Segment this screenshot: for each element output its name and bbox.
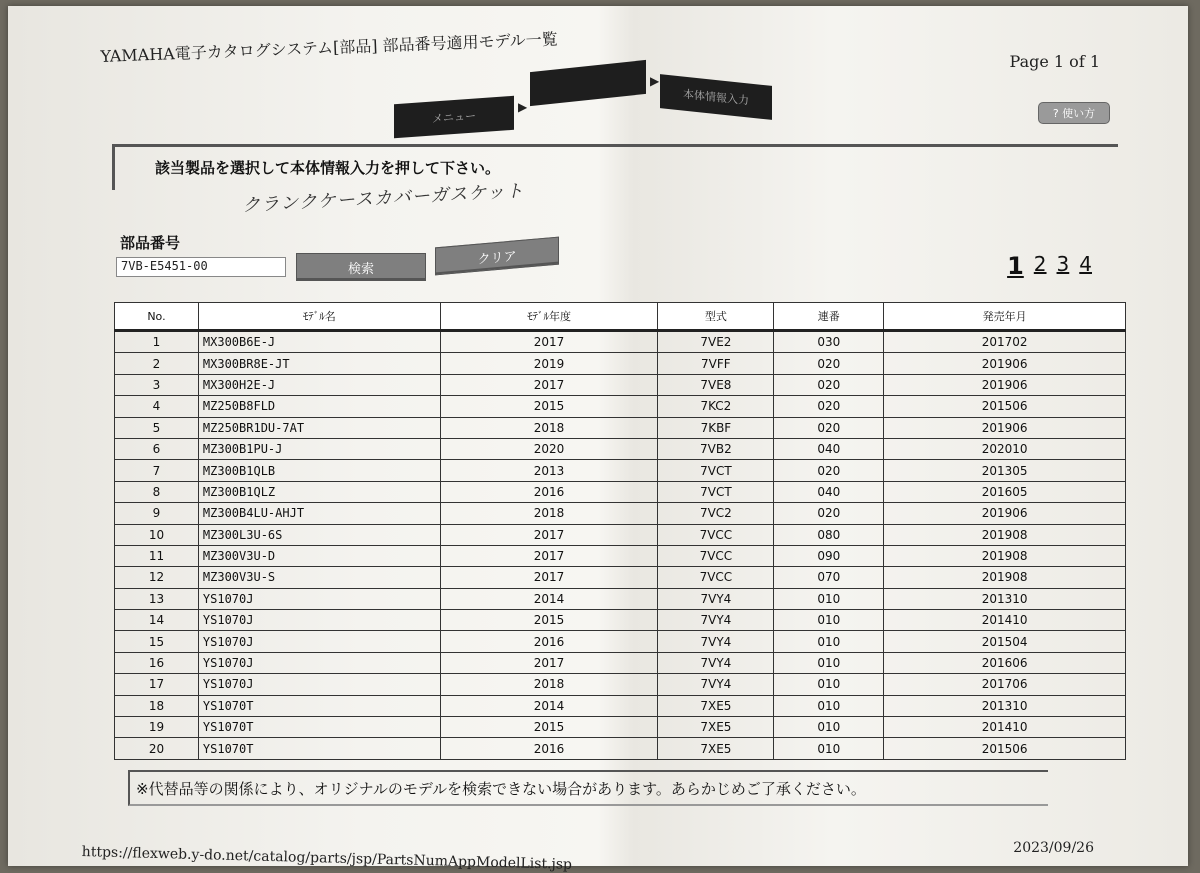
cell-serial: 020 xyxy=(774,503,884,524)
cell-model-year: 2019 xyxy=(440,353,658,374)
cell-no: 2 xyxy=(115,353,199,374)
cell-no: 5 xyxy=(115,417,199,438)
part-number-input[interactable]: 7VB-E5451-00 xyxy=(116,257,286,277)
cell-type: 7KBF xyxy=(658,417,774,438)
cell-release-date: 201906 xyxy=(884,353,1126,374)
column-header-no: No. xyxy=(115,303,199,331)
cell-model-name[interactable]: YS1070J xyxy=(198,652,440,673)
step-arrow-icon: ▶ xyxy=(650,74,660,88)
cell-model-name[interactable]: YS1070J xyxy=(198,631,440,652)
cell-no: 8 xyxy=(115,481,199,502)
cell-serial: 010 xyxy=(774,717,884,738)
cell-model-name[interactable]: MZ250BR1DU-7AT xyxy=(198,417,440,438)
cell-model-name[interactable]: MZ300V3U-D xyxy=(198,545,440,566)
cell-model-name[interactable]: MZ300V3U-S xyxy=(198,567,440,588)
cell-no: 13 xyxy=(115,588,199,609)
cell-type: 7VY4 xyxy=(658,588,774,609)
cell-serial: 010 xyxy=(774,631,884,652)
cell-release-date: 201906 xyxy=(884,374,1126,395)
cell-model-year: 2017 xyxy=(440,374,658,395)
cell-model-name[interactable]: MZ300L3U-6S xyxy=(198,524,440,545)
cell-type: 7VB2 xyxy=(658,438,774,459)
table-row[interactable] xyxy=(115,738,1126,759)
table-row[interactable] xyxy=(115,353,1126,374)
cell-type: 7KC2 xyxy=(658,396,774,417)
cell-release-date: 201908 xyxy=(884,567,1126,588)
cell-model-year: 2018 xyxy=(440,503,658,524)
step-2[interactable] xyxy=(530,60,646,106)
cell-no: 4 xyxy=(115,396,199,417)
table-row[interactable] xyxy=(115,588,1126,609)
cell-release-date: 201908 xyxy=(884,545,1126,566)
cell-type: 7VE8 xyxy=(658,374,774,395)
handwritten-note: クランクケースカバーガスケット xyxy=(241,180,525,217)
search-button[interactable]: 検索 xyxy=(296,253,426,281)
cell-model-year: 2016 xyxy=(440,481,658,502)
cell-release-date: 201906 xyxy=(884,503,1126,524)
cell-serial: 020 xyxy=(774,374,884,395)
column-header-serial: 連番 xyxy=(774,303,884,331)
cell-serial: 010 xyxy=(774,610,884,631)
cell-model-year: 2015 xyxy=(440,717,658,738)
cell-model-year: 2016 xyxy=(440,631,658,652)
cell-no: 1 xyxy=(115,331,199,353)
cell-type: 7VY4 xyxy=(658,674,774,695)
cell-release-date: 201506 xyxy=(884,738,1126,759)
page-link-4[interactable]: 4 xyxy=(1079,252,1092,276)
cell-serial: 020 xyxy=(774,417,884,438)
cell-release-date: 201606 xyxy=(884,652,1126,673)
column-header-type: 型式 xyxy=(658,303,774,331)
cell-release-date: 201410 xyxy=(884,717,1126,738)
table-row[interactable] xyxy=(115,631,1126,652)
table-row[interactable] xyxy=(115,567,1126,588)
footer-note: ※代替品等の関係により、オリジナルのモデルを検索できない場合があります。あらかじめご了承ください。 xyxy=(128,770,1048,806)
cell-model-name[interactable]: YS1070T xyxy=(198,695,440,716)
cell-no: 12 xyxy=(115,567,199,588)
cell-model-name[interactable]: MZ300B1QLB xyxy=(198,460,440,481)
cell-serial: 010 xyxy=(774,674,884,695)
table-row[interactable] xyxy=(115,331,1126,353)
cell-no: 20 xyxy=(115,738,199,759)
cell-release-date: 201504 xyxy=(884,631,1126,652)
step-arrow-icon: ▶ xyxy=(518,100,528,114)
cell-model-year: 2017 xyxy=(440,567,658,588)
cell-model-name[interactable]: YS1070J xyxy=(198,588,440,609)
cell-model-name[interactable]: YS1070J xyxy=(198,610,440,631)
cell-model-year: 2020 xyxy=(440,438,658,459)
cell-serial: 030 xyxy=(774,331,884,353)
cell-no: 9 xyxy=(115,503,199,524)
cell-model-year: 2017 xyxy=(440,652,658,673)
page-link-1[interactable]: 1 xyxy=(1007,252,1024,280)
table-header-row xyxy=(115,303,1126,331)
instruction-banner: 該当製品を選択して本体情報入力を押して下さい。 xyxy=(112,144,1118,190)
cell-serial: 020 xyxy=(774,353,884,374)
cell-no: 3 xyxy=(115,374,199,395)
printed-page xyxy=(8,6,1188,873)
clear-button[interactable]: クリア xyxy=(435,237,559,276)
cell-type: 7VY4 xyxy=(658,610,774,631)
cell-type: 7VCC xyxy=(658,524,774,545)
cell-model-name[interactable]: YS1070T xyxy=(198,717,440,738)
cell-release-date: 201410 xyxy=(884,610,1126,631)
table-row[interactable] xyxy=(115,481,1126,502)
cell-release-date: 201908 xyxy=(884,524,1126,545)
table-row[interactable] xyxy=(115,652,1126,673)
table-row[interactable] xyxy=(115,717,1126,738)
model-table xyxy=(114,302,1126,766)
cell-no: 19 xyxy=(115,717,199,738)
cell-serial: 020 xyxy=(774,396,884,417)
cell-serial: 010 xyxy=(774,695,884,716)
cell-model-year: 2017 xyxy=(440,545,658,566)
page-link-2[interactable]: 2 xyxy=(1033,252,1047,276)
part-number-label: 部品番号 xyxy=(120,234,181,252)
cell-no: 14 xyxy=(115,610,199,631)
cell-serial: 080 xyxy=(774,524,884,545)
cell-serial: 040 xyxy=(774,481,884,502)
cell-serial: 070 xyxy=(774,567,884,588)
column-header-model-year: ﾓﾃﾞﾙ年度 xyxy=(440,303,658,331)
cell-model-year: 2015 xyxy=(440,396,658,417)
cell-release-date: 202010 xyxy=(884,438,1126,459)
cell-release-date: 201305 xyxy=(884,460,1126,481)
cell-type: 7XE5 xyxy=(658,717,774,738)
cell-model-year: 2018 xyxy=(440,674,658,695)
cell-model-year: 2018 xyxy=(440,417,658,438)
table-row[interactable] xyxy=(115,460,1126,481)
cell-serial: 010 xyxy=(774,738,884,759)
cell-type: 7XE5 xyxy=(658,695,774,716)
page-header-title: YAMAHA電子カタログシステム[部品] 部品番号適用モデル一覧 xyxy=(100,29,559,66)
cell-no: 6 xyxy=(115,438,199,459)
cell-serial: 040 xyxy=(774,438,884,459)
cell-serial: 090 xyxy=(774,545,884,566)
table-row[interactable] xyxy=(115,396,1126,417)
cell-release-date: 201506 xyxy=(884,396,1126,417)
cell-no: 10 xyxy=(115,524,199,545)
cell-release-date: 201310 xyxy=(884,588,1126,609)
cell-release-date: 201702 xyxy=(884,331,1126,353)
cell-no: 17 xyxy=(115,674,199,695)
table-row[interactable] xyxy=(115,374,1126,395)
help-button[interactable]: ? 使い方 xyxy=(1038,102,1110,124)
cell-model-year: 2015 xyxy=(440,610,658,631)
cell-release-date: 201605 xyxy=(884,481,1126,502)
cell-type: 7VCT xyxy=(658,481,774,502)
cell-type: 7VY4 xyxy=(658,631,774,652)
cell-model-year: 2016 xyxy=(440,738,658,759)
cell-no: 7 xyxy=(115,460,199,481)
table-row[interactable] xyxy=(115,545,1126,566)
cell-no: 11 xyxy=(115,545,199,566)
cell-type: 7VCC xyxy=(658,567,774,588)
page-number: Page 1 of 1 xyxy=(1009,52,1100,71)
cell-type: 7VFF xyxy=(658,353,774,374)
cell-model-year: 2017 xyxy=(440,331,658,353)
column-header-release-date: 発売年月 xyxy=(884,303,1126,331)
table-row[interactable] xyxy=(115,695,1126,716)
cell-serial: 020 xyxy=(774,460,884,481)
cell-model-name[interactable]: YS1070T xyxy=(198,738,440,759)
table-row[interactable] xyxy=(115,417,1126,438)
table-row[interactable] xyxy=(115,438,1126,459)
cell-model-name[interactable]: MZ300B4LU-AHJT xyxy=(198,503,440,524)
page-url: https://flexweb.y-do.net/catalog/parts/jsp/PartsNumAppModelList.jsp xyxy=(81,844,573,873)
cell-model-year: 2014 xyxy=(440,588,658,609)
cell-type: 7VE2 xyxy=(658,331,774,353)
cell-no: 16 xyxy=(115,652,199,673)
table-row[interactable] xyxy=(115,503,1126,524)
step-navigation xyxy=(394,56,774,136)
cell-model-name[interactable]: YS1070J xyxy=(198,674,440,695)
cell-type: 7XE5 xyxy=(658,738,774,759)
step-body-info-input[interactable]: 本体情報入力 xyxy=(660,74,772,120)
table-row[interactable] xyxy=(115,674,1126,695)
pagination xyxy=(1007,252,1092,280)
cell-no: 18 xyxy=(115,695,199,716)
cell-serial: 010 xyxy=(774,652,884,673)
cell-model-name[interactable]: MZ250B8FLD xyxy=(198,396,440,417)
cell-no: 15 xyxy=(115,631,199,652)
cell-model-name[interactable]: MZ300B1QLZ xyxy=(198,481,440,502)
page-link-3[interactable]: 3 xyxy=(1056,252,1070,276)
cell-release-date: 201310 xyxy=(884,695,1126,716)
print-date: 2023/09/26 xyxy=(1013,840,1094,856)
cell-model-name[interactable]: MX300BR8E-JT xyxy=(198,353,440,374)
cell-model-name[interactable]: MX300B6E-J xyxy=(198,331,440,353)
cell-release-date: 201706 xyxy=(884,674,1126,695)
step-menu[interactable]: メニュー xyxy=(394,96,514,138)
table-row[interactable] xyxy=(115,524,1126,545)
cell-type: 7VCT xyxy=(658,460,774,481)
cell-type: 7VCC xyxy=(658,545,774,566)
cell-model-name[interactable]: MX300H2E-J xyxy=(198,374,440,395)
cell-type: 7VY4 xyxy=(658,652,774,673)
cell-model-year: 2013 xyxy=(440,460,658,481)
cell-type: 7VC2 xyxy=(658,503,774,524)
cell-model-name[interactable]: MZ300B1PU-J xyxy=(198,438,440,459)
column-header-model-name: ﾓﾃﾞﾙ名 xyxy=(198,303,440,331)
cell-model-year: 2017 xyxy=(440,524,658,545)
cell-serial: 010 xyxy=(774,588,884,609)
cell-release-date: 201906 xyxy=(884,417,1126,438)
table-row[interactable] xyxy=(115,610,1126,631)
cell-model-year: 2014 xyxy=(440,695,658,716)
